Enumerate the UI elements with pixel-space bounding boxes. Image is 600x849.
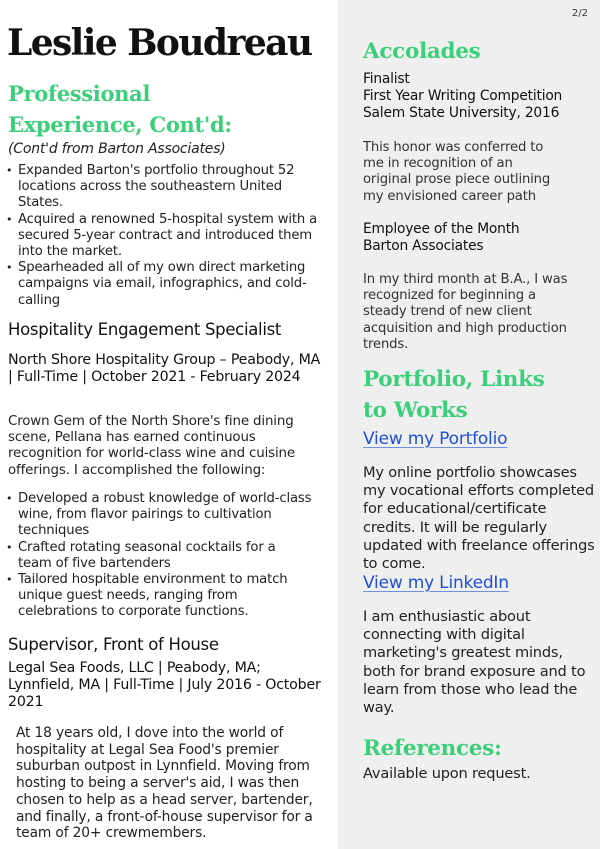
portfolio-description: My online portfolio showcases my vocational efforts completed for educational/certificate credits. It will be regularly updated with freelance offerings to come. (363, 464, 595, 573)
barton-bullet-list (0, 163, 322, 309)
page-number: 2/2 (571, 8, 588, 19)
list-item: • Spearheaded all of my own direct marketing campaigns via email, infographics, and cold-calling (0, 260, 322, 309)
linkedin-description: I am enthusiastic about connecting with digital marketing's greatest minds, both for brand exposure and to learn from those who lead the way. (363, 608, 586, 717)
accolade-title (363, 71, 598, 122)
portfolio-heading-line1: Portfolio, Links (363, 367, 545, 392)
accolade-description: This honor was conferred to me in recognition of an original prose piece outlining my envisioned career path (363, 140, 551, 204)
accolades-heading: Accolades (363, 39, 481, 64)
job-title: Hospitality Engagement Specialist (8, 320, 282, 339)
view-portfolio-link[interactable]: View my Portfolio (363, 429, 508, 449)
accolade-title-line: Salem State University, 2016 (363, 105, 560, 121)
portfolio-heading-line2: to Works (363, 398, 468, 423)
candidate-name: Leslie Boudreau (7, 22, 312, 64)
portfolio-heading (363, 364, 593, 426)
accolade-title (363, 221, 598, 255)
job-title: Supervisor, Front of House (8, 635, 219, 654)
references-heading: References: (363, 736, 502, 761)
experience-heading-line2: Experience, Cont'd: (8, 112, 232, 137)
contd-note: (Cont'd from Barton Associates) (8, 141, 226, 157)
job-meta: Legal Sea Foods, LLC | Peabody, MA; Lynnfield, MA | Full-Time | July 2016 - October 2021 (8, 660, 321, 710)
view-linkedin-link[interactable]: View my LinkedIn (363, 573, 509, 593)
list-item: • Developed a robust knowledge of world-class wine, from flavor pairings to cultivation techniques (0, 491, 312, 540)
accolade-title-line: Barton Associates (363, 238, 484, 254)
experience-heading-line1: Professional (8, 81, 151, 106)
accolade-title-line: First Year Writing Competition (363, 88, 563, 104)
job-description: At 18 years old, I dove into the world of hospitality at Legal Sea Food's premier suburban outpost in Lynnfield. Moving from hosting to being a server's aid, I was then chosen to help as a head server, bartender, and finally, a front-of-house supervisor for a team of 20+ crewmembers. (16, 725, 313, 842)
list-item: • Acquired a renowned 5-hospital system with a secured 5-year contract and introduced them into the market. (0, 212, 322, 261)
list-item: • Tailored hospitable environment to match unique guest needs, ranging from celebrations to corporate functions. (0, 572, 312, 621)
list-item: • Crafted rotating seasonal cocktails for a team of five bartenders (0, 540, 312, 572)
job-description: Crown Gem of the North Shore's fine dining scene, Pellana has earned continuous recognition for world-class wine and cuisine offerings. I accomplished the following: (8, 414, 295, 478)
job-bullet-list (0, 491, 312, 621)
list-item: • Expanded Barton's portfolio throughout 52 locations across the southeastern United States. (0, 163, 322, 212)
accolade-title-line: Employee of the Month (363, 221, 520, 237)
references-text: Available upon request. (363, 765, 531, 782)
accolade-title-line: Finalist (363, 71, 410, 87)
experience-heading (8, 78, 328, 140)
job-meta: North Shore Hospitality Group – Peabody, MA | Full-Time | October 2021 - February 2024 (8, 352, 321, 385)
accolade-description: In my third month at B.A., I was recognized for beginning a steady trend of new client acquisition and high production trends. (363, 272, 568, 352)
